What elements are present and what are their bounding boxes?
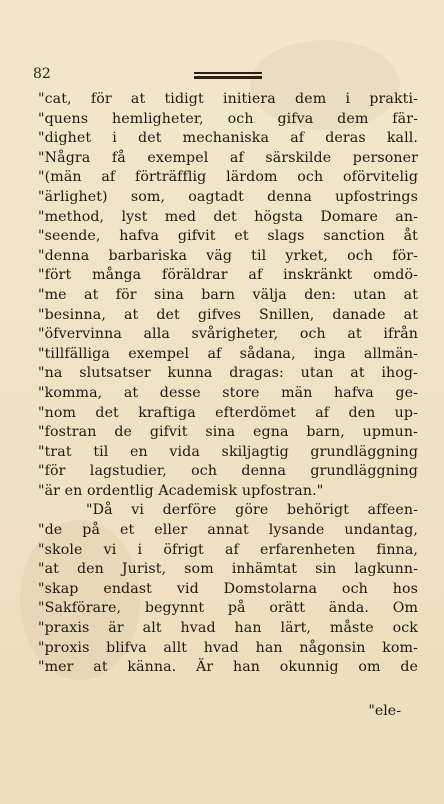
text-line: "proxis blifva allt hvad han någonsin kom-: [38, 639, 418, 656]
text-line: "seende, hafva gifvit et slags sanction åt: [38, 228, 418, 245]
text-line: "de på et eller annat lysande undantag,: [38, 522, 418, 539]
text-line: "för lagstudier, och denna grundläggning: [38, 463, 418, 480]
text-line: "Sakförare, begynnt på orätt ända. Om: [38, 600, 418, 617]
text-line: "fört många föräldrar af inskränkt omdö-: [38, 267, 418, 284]
text-line: "trat til en vida skiljagtig grundläggning: [38, 443, 418, 460]
text-line: "Några få exempel af särskilde personer: [38, 149, 418, 166]
body-text: [38, 90, 418, 678]
text-line: "me at för sina barn välja den: utan at: [38, 286, 418, 303]
text-line: "dighet i det mechaniska af deras kall.: [38, 130, 418, 147]
text-line: "na slutsatser kunna dragas: utan at ihog-: [38, 365, 418, 382]
header-rule-bottom: [194, 76, 262, 79]
text-line: "at den Jurist, som inhämtat sin lagkunn-: [38, 561, 418, 578]
text-line: "Då vi derföre göre behörigt affeen-: [86, 502, 418, 519]
text-line: "cat, för at tidigt initiera dem i prakti-: [38, 91, 418, 107]
text-line: "skole vi i öfrigt af erfarenheten finna,: [38, 541, 418, 558]
text-line: "ärlighet) som, oagtadt denna upfostrings: [38, 188, 418, 205]
text-line: "tillfälliga exempel af sådana, inga allmän-: [38, 345, 418, 362]
text-line: "öfvervinna alla svårigheter, och at ifrån: [38, 326, 418, 343]
text-line: "mer at känna. Är han okunnig om de: [38, 659, 418, 676]
text-line: "nom det kraftiga efterdömet af den up-: [38, 404, 418, 421]
page-number: 82: [33, 66, 51, 82]
catchword: "ele-: [368, 703, 401, 719]
text-line: "fostran de gifvit sina egna barn, upmun-: [38, 424, 418, 441]
text-line: "besinna, at det gifves Snillen, danade at: [38, 306, 418, 323]
text-line: "method, lyst med det högsta Domare an-: [38, 208, 418, 225]
text-line: "(män af förträfflig lärdom och oförvitelig: [38, 169, 418, 186]
text-line: "quens hemligheter, och gifva dem fär-: [38, 110, 418, 127]
text-line: "skap endast vid Domstolarna och hos: [38, 580, 418, 597]
text-line: "är en ordentlig Academisk upfostran.": [38, 482, 324, 499]
header-ornament-rule: [194, 72, 262, 79]
header-rule-top: [194, 72, 262, 74]
text-line: "komma, at desse store män hafva ge-: [38, 384, 418, 401]
text-line: "denna barbariska väg til yrket, och för-: [38, 247, 418, 264]
text-line: "praxis är alt hvad han lärt, måste ock: [38, 620, 418, 637]
